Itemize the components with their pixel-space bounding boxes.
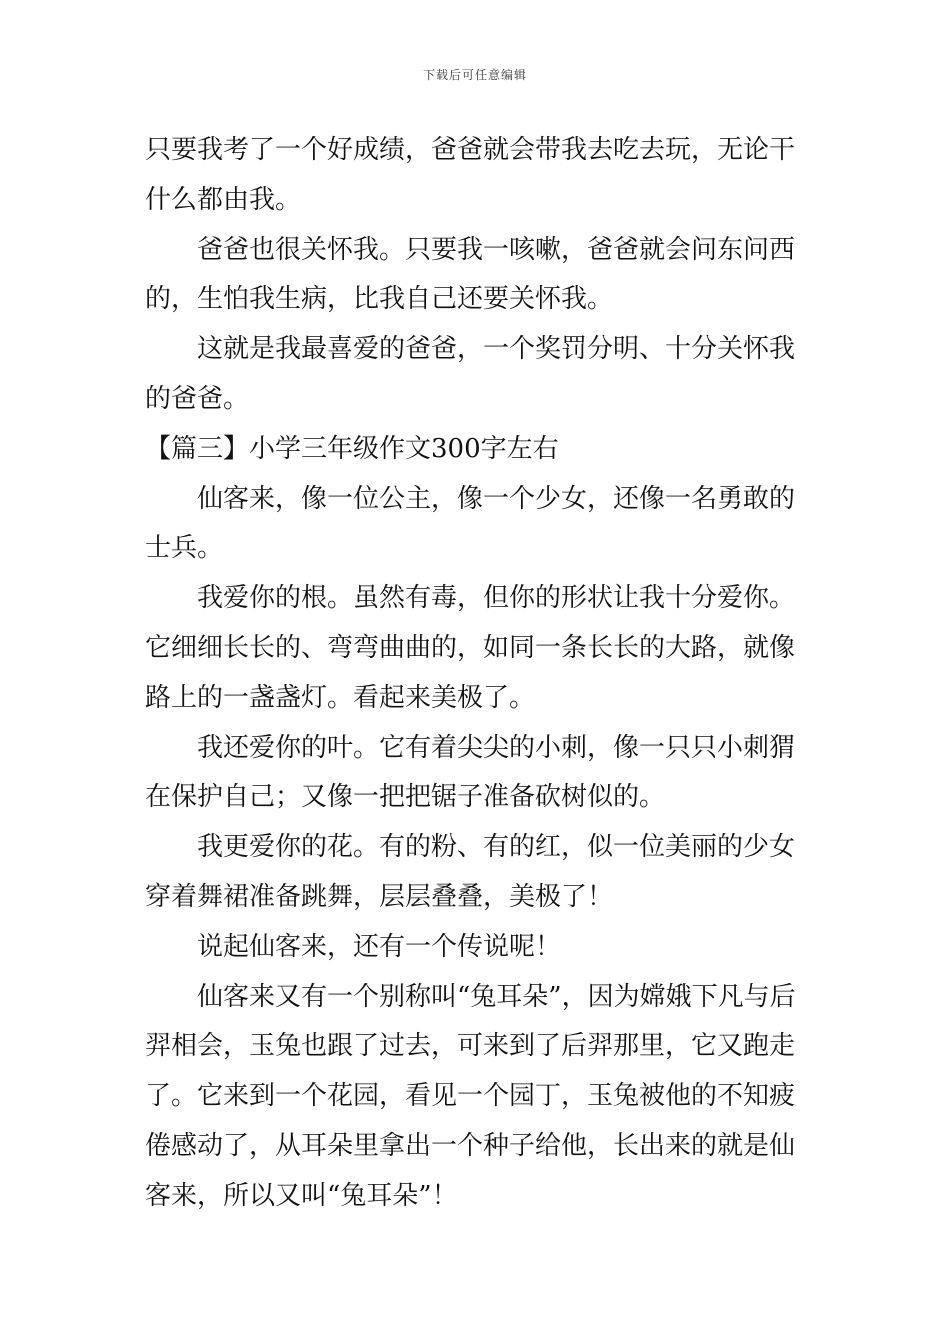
paragraph: 我爱你的根。虽然有毒，但你的形状让我十分爱你。它细细长长的、弯弯曲曲的，如同一条长长的大路，就像路上的一盏盏灯。看起来美极了。: [145, 583, 796, 713]
page-header-note: 下载后可任意编辑: [422, 68, 527, 82]
document-body: [145, 126, 810, 1222]
paragraph: 这就是我最喜爱的爸爸，一个奖罚分明、十分关怀我的爸爸。: [145, 334, 796, 414]
paragraph: 爸爸也很关怀我。只要我一咳嗽，爸爸就会问东问西的，生怕我生病，比我自己还要关怀我。: [145, 234, 796, 315]
paragraph: 只要我考了一个好成绩，爸爸就会带我去吃去玩，无论干什么都由我。: [145, 135, 796, 215]
paragraph: 仙客来又有一个别称叫“兔耳朵”，因为嫦娥下凡与后羿相会，玉兔也跟了过去，可来到了后羿那里，它又跑走了。它来到一个花园，看见一个园丁，玉兔被他的不知疲倦感动了，从耳朵里拿出一个种子给他，长出来的就是仙客来，所以又叫“兔耳朵”！: [145, 981, 796, 1211]
paragraph: 我还爱你的叶。它有着尖尖的小刺，像一只只小刺猬在保护自己；又像一把把锯子准备砍树似的。: [145, 732, 796, 813]
paragraph: 我更爱你的花。有的粉、有的红，似一位美丽的少女穿着舞裙准备跳舞，层层叠叠，美极了！: [145, 832, 796, 912]
section-heading: 【篇三】小学三年级作文300字左右: [145, 433, 559, 464]
paragraph: 说起仙客来，还有一个传说呢！: [197, 931, 562, 962]
paragraph: 仙客来，像一位公主，像一个少女，还像一名勇敢的士兵。: [145, 483, 796, 564]
